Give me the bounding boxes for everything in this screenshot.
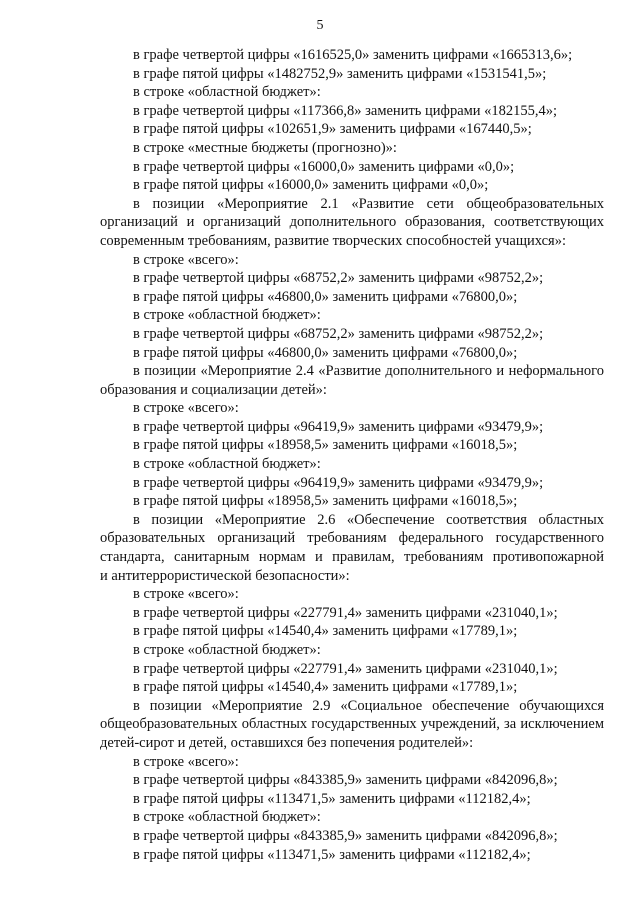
amendment-line: в графе пятой цифры «102651,9» заменить цифрами «167440,5»;: [133, 121, 532, 138]
paragraph-line: современным требованиям, развитие творческих способностей учащихся»:: [100, 232, 566, 249]
amendment-line: в строке «областной бюджет»:: [133, 809, 321, 826]
amendment-line: в графе четвертой цифры «68752,2» заменить цифрами «98752,2»;: [133, 270, 544, 287]
amendment-line: в графе пятой цифры «18958,5» заменить цифрами «16018,5»;: [133, 493, 518, 510]
body-text: [0, 46, 640, 864]
amendment-line: в строке «областной бюджет»:: [133, 456, 321, 473]
paragraph-line: образования и социализации детей»:: [100, 381, 327, 398]
paragraph-line: в позиции «Мероприятие 2.6 «Обеспечение соответствия областных: [133, 511, 604, 528]
amendment-line: в строке «местные бюджеты (прогнозно)»:: [133, 139, 397, 156]
amendment-line: в графе четвертой цифры «96419,9» заменить цифрами «93479,9»;: [133, 474, 544, 491]
amendment-line: в графе четвертой цифры «227791,4» заменить цифрами «231040,1»;: [133, 660, 558, 677]
amendment-line: в графе пятой цифры «113471,5» заменить цифрами «112182,4»;: [133, 846, 531, 863]
amendment-line: в строке «всего»:: [133, 586, 239, 603]
amendment-line: в графе четвертой цифры «117366,8» заменить цифрами «182155,4»;: [133, 102, 558, 119]
paragraph-line: образовательных организаций требованиям федерального государственного: [100, 530, 604, 547]
paragraph-line: в позиции «Мероприятие 2.4 «Развитие дополнительного и неформального: [133, 363, 604, 380]
paragraph-line: в позиции «Мероприятие 2.9 «Социальное обеспечение обучающихся: [133, 697, 604, 714]
amendment-line: в графе пятой цифры «1482752,9» заменить цифрами «1531541,5»;: [133, 65, 547, 82]
amendment-line: в графе пятой цифры «14540,4» заменить цифрами «17789,1»;: [133, 679, 518, 696]
amendment-line: в строке «всего»:: [133, 753, 239, 770]
amendment-line: в графе пятой цифры «46800,0» заменить цифрами «76800,0»;: [133, 288, 518, 305]
amendment-line: в графе четвертой цифры «227791,4» заменить цифрами «231040,1»;: [133, 604, 558, 621]
amendment-line: в строке «областной бюджет»:: [133, 307, 321, 324]
paragraph-line: и антитеррористической безопасности»:: [100, 567, 350, 584]
amendment-line: в графе четвертой цифры «843385,9» заменить цифрами «842096,8»;: [133, 827, 558, 844]
amendment-line: в строке «областной бюджет»:: [133, 642, 321, 658]
paragraph-line: в позиции «Мероприятие 2.1 «Развитие сети общеобразовательных: [133, 195, 604, 212]
paragraph-line: организаций и организаций дополнительного образования, соответствующих: [100, 214, 604, 231]
amendment-line: в графе пятой цифры «113471,5» заменить цифрами «112182,4»;: [133, 790, 531, 807]
amendment-line: в графе четвертой цифры «68752,2» заменить цифрами «98752,2»;: [133, 325, 544, 342]
amendment-line: в графе пятой цифры «18958,5» заменить цифрами «16018,5»;: [133, 437, 518, 454]
page-number: 5: [316, 18, 324, 33]
amendment-line: в графе пятой цифры «14540,4» заменить цифрами «17789,1»;: [133, 623, 518, 640]
paragraph-line: общеобразовательных областных государственных учреждений, за исключением: [100, 716, 604, 733]
amendment-line: в графе четвертой цифры «1616525,0» заменить цифрами «1665313,6»;: [133, 47, 573, 63]
amendment-line: в графе четвертой цифры «96419,9» заменить цифрами «93479,9»;: [133, 418, 544, 435]
paragraph-line: детей-сирот и детей, оставшихся без попечения родителей»:: [100, 734, 474, 751]
amendment-line: в строке «всего»:: [133, 251, 239, 268]
paragraph-line: стандарта, санитарным нормам и правилам, требованиям противопожарной: [100, 549, 604, 566]
amendment-line: в строке «областной бюджет»:: [133, 84, 321, 101]
amendment-line: в строке «всего»:: [133, 400, 239, 417]
amendment-line: в графе пятой цифры «16000,0» заменить цифрами «0,0»;: [133, 177, 489, 194]
amendment-line: в графе пятой цифры «46800,0» заменить цифрами «76800,0»;: [133, 344, 518, 361]
amendment-line: в графе четвертой цифры «843385,9» заменить цифрами «842096,8»;: [133, 772, 558, 789]
amendment-line: в графе четвертой цифры «16000,0» заменить цифрами «0,0»;: [133, 158, 515, 175]
